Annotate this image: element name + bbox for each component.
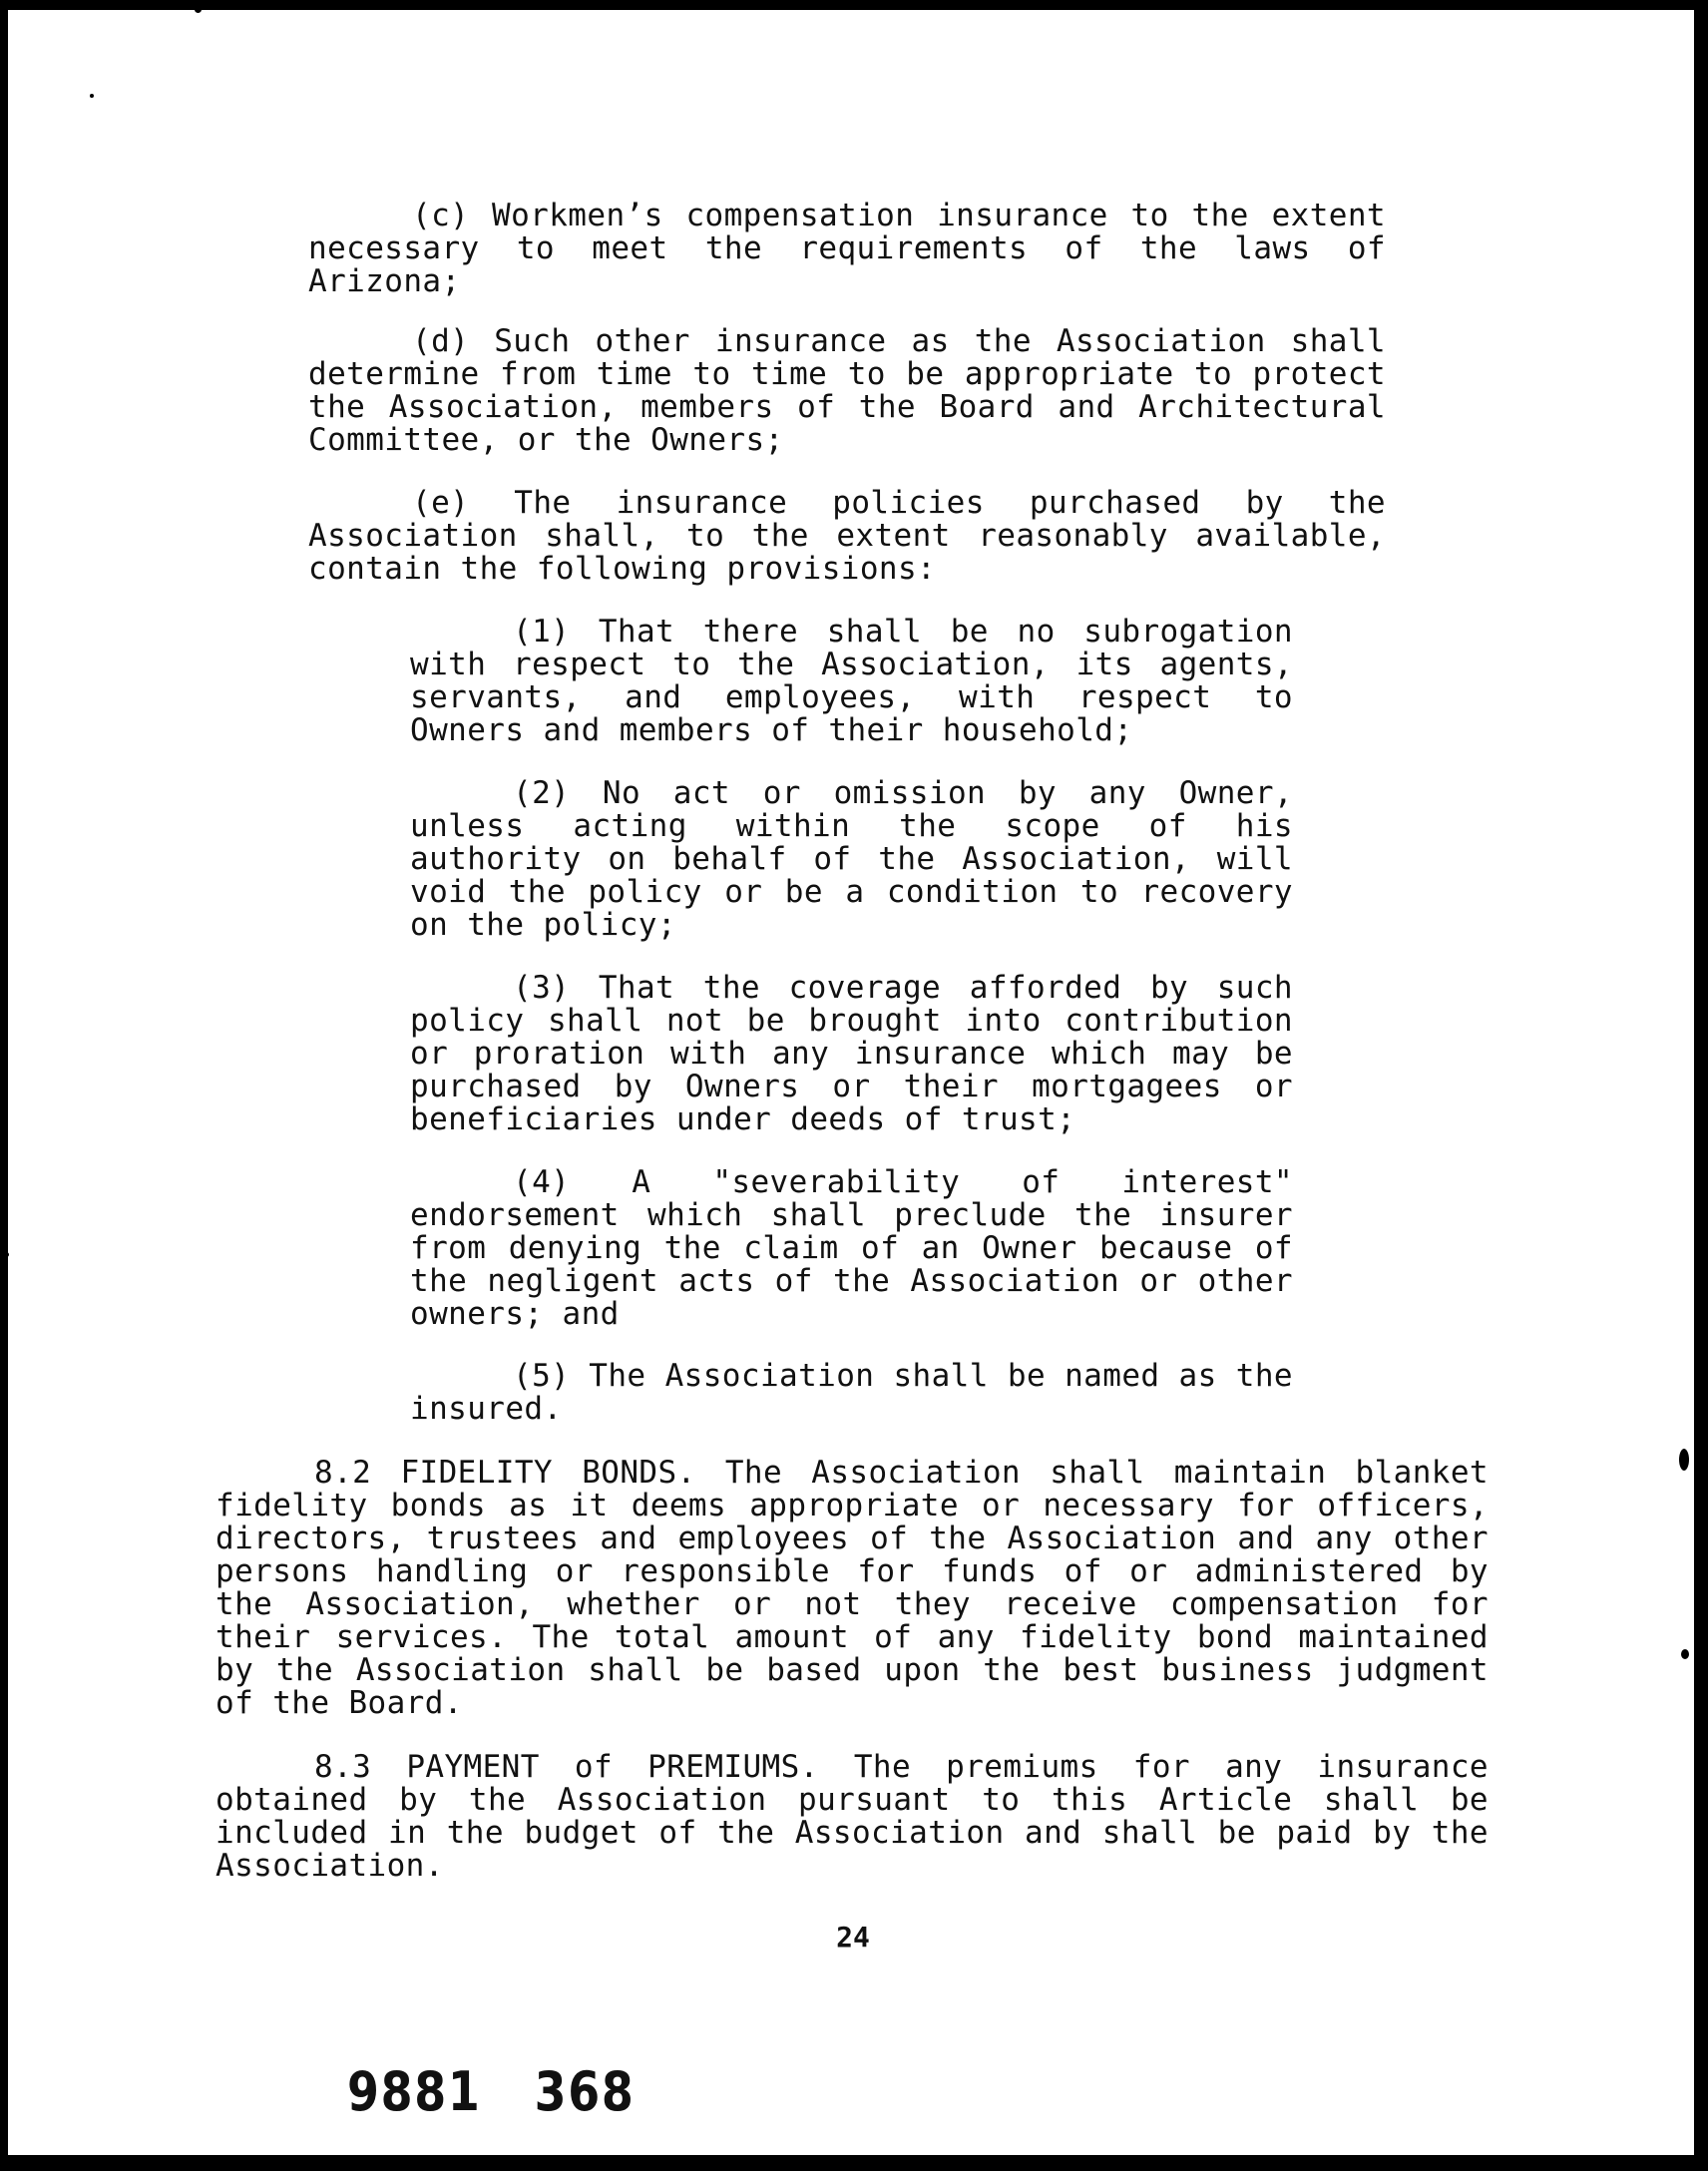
section-8-2-fidelity-bonds: 8.2 FIDELITY BONDS. The Association shall maintain blanket fidelity bonds as it deems appropriate or necessary for officers, directors, trustees and employees of the Association and any other persons handling or responsible for funds of or administered by the Association, whether or not they receive compensation for their services. The total amount of any fidelity bond maintained by the Association shall be based upon the best business judgment of the Board. bbox=[215, 1455, 1489, 1721]
section-8-3-payment-of-premiums: 8.3 PAYMENT of PREMIUMS. The premiums for any insurance obtained by the Association pursuant to this Article shall be included in the budget of the Association and shall be paid by the Association. bbox=[215, 1749, 1489, 1884]
scan-edge bbox=[1694, 0, 1708, 2171]
provision-1: (1) That there shall be no subrogation with respect to the Association, its agents, servants, and employees, with respect to Owners and members of their household; bbox=[410, 614, 1293, 748]
page-number: 24 bbox=[836, 1921, 870, 1954]
scan-edge bbox=[0, 2155, 1708, 2171]
scan-speck bbox=[4, 1252, 9, 1257]
recording-stamp: 9881 368 bbox=[347, 2060, 636, 2123]
scan-speck bbox=[1681, 1649, 1689, 1659]
provision-3: (3) That the coverage afforded by such policy shall not be brought into contribution or proration with any insurance which may be purchased by Owners or their mortgagees or beneficiaries under deeds of trust; bbox=[410, 970, 1293, 1137]
paragraph-c: (c) Workmen’s compensation insurance to the extent necessary to meet the requirements of the laws of Arizona; bbox=[308, 198, 1386, 299]
paragraph-d: (d) Such other insurance as the Association shall determine from time to time to be appropriate to protect the Association, members of the Board and Architectural Committee, or the Owners; bbox=[308, 323, 1386, 458]
paragraph-e: (e) The insurance policies purchased by the Association shall, to the extent reasonably available, contain the following provisions: bbox=[308, 485, 1386, 587]
provision-5: (5) The Association shall be named as the insured. bbox=[410, 1358, 1293, 1427]
provision-2: (2) No act or omission by any Owner, unless acting within the scope of his authority on behalf of the Association, will void the policy or be a condition to recovery on the policy; bbox=[410, 775, 1293, 943]
scan-speck bbox=[195, 6, 202, 13]
scan-speck bbox=[90, 94, 94, 98]
provision-4: (4) A "severability of interest" endorsement which shall preclude the insurer from denying the claim of an Owner because of the negligent acts of the Association or other owners; and bbox=[410, 1164, 1293, 1332]
scan-speck bbox=[1679, 1449, 1689, 1471]
